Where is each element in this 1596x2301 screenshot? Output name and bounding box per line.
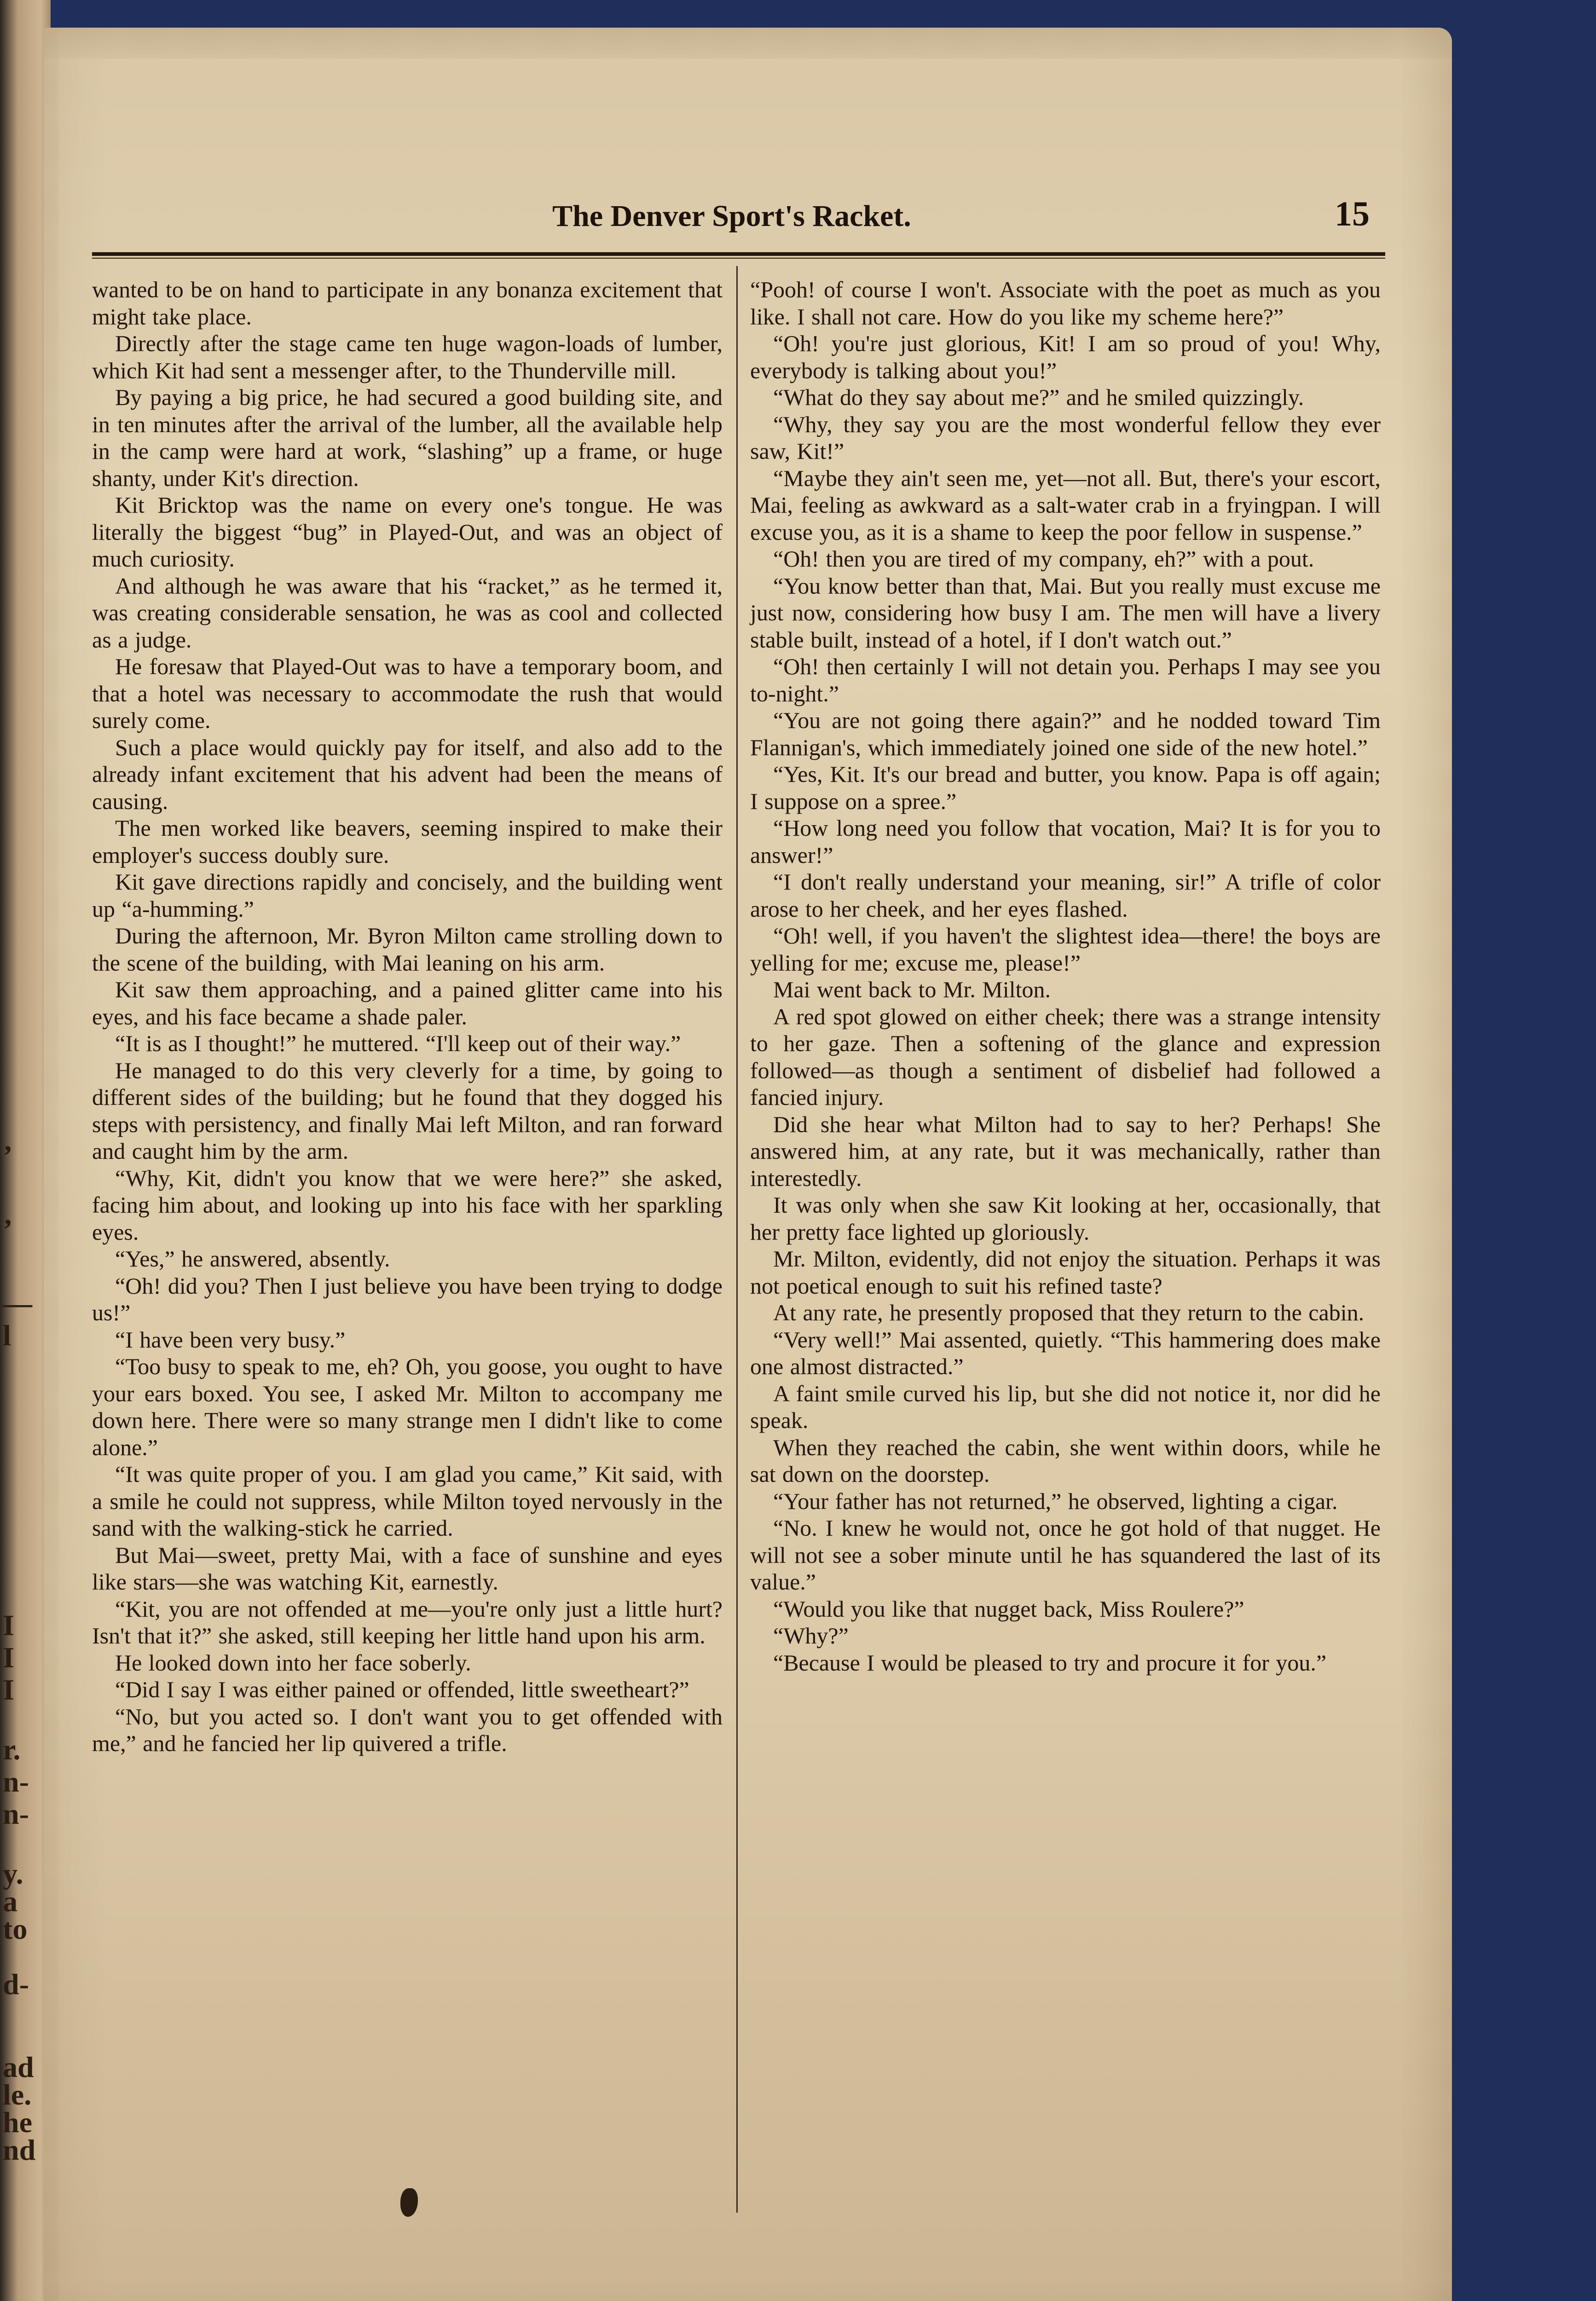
paragraph: “I don't really understand your meaning, sir!” A trifle of color arose to her cheek, and her eyes flashed. [750, 869, 1381, 922]
paragraph: “No. I knew he would not, once he got hold of that nugget. He will not see a sober minute until he has squandered the last of its value.” [750, 1515, 1381, 1595]
paragraph: “Oh! then you are tired of my company, eh?” with a pout. [773, 546, 1314, 572]
paragraph: He foresaw that Played-Out was to have a temporary boom, and that a hotel was necessary to accommodate the rush that would surely come. [92, 653, 723, 733]
header-rule-thin [92, 258, 1385, 259]
paragraph: When they reached the cabin, she went within doors, while he sat down on the doorstep. [750, 1434, 1381, 1487]
paragraph: During the afternoon, Mr. Byron Milton came strolling down to the scene of the building, with Mai leaning on his arm. [92, 923, 723, 976]
paragraph: “Oh! then certainly I will not detain you. Perhaps I may see you to-night.” [750, 653, 1381, 706]
text-column-right [750, 276, 1381, 1676]
paragraph: “Why, Kit, didn't you know that we were here?” she asked, facing him about, and looking up into his face with her sparkling eyes. [92, 1165, 723, 1245]
paragraph: A red spot glowed on either cheek; there was a strange intensity to her gaze. Then a softening of the glance and expression followed—as though a sentiment of disbelief had followed a fancied injury. [750, 1003, 1381, 1110]
left-page-fragment: nd [3, 2133, 36, 2166]
left-page-fragment: y. [3, 1857, 23, 1890]
running-header: The Denver Sport's Racket. [552, 199, 911, 233]
left-page-fragment: l [3, 1319, 11, 1352]
paragraph: Kit saw them approaching, and a pained glitter came into his eyes, and his face became a shade paler. [92, 977, 723, 1029]
paragraph: “I have been very busy.” [115, 1326, 346, 1353]
paragraph: “It is as I thought!” he muttered. “I'll keep out of their way.” [115, 1030, 681, 1056]
paragraph: “You know better than that, Mai. But you really must excuse me just now, considering how busy I am. The men will have a livery stable built, instead of a hotel, if I don't watch out.” [750, 572, 1381, 653]
left-page-fragment: I [3, 1673, 14, 1706]
paragraph: “Why, they say you are the most wonderful fellow they ever saw, Kit!” [750, 411, 1381, 464]
paragraph: Kit Bricktop was the name on every one's tongue. He was literally the biggest “bug” in Played-Out, and was an object of much curiosity. [92, 492, 723, 572]
paragraph: wanted to be on hand to participate in any bonanza excitement that might take place. [92, 277, 723, 330]
left-page-fragment: to [3, 1913, 28, 1945]
paragraph: Mai went back to Mr. Milton. [773, 977, 1051, 1002]
paragraph: “Too busy to speak to me, eh? Oh, you goose, you ought to have your ears boxed. You see, I asked Mr. Milton to accompany me down here. There were so many strange men I didn't like to come alone.” [92, 1353, 723, 1460]
page-number: 15 [1335, 195, 1370, 233]
paragraph: “Why?” [773, 1623, 849, 1648]
paragraph: A faint smile curved his lip, but she did not notice it, nor did he speak. [750, 1380, 1381, 1433]
paragraph: “You are not going there again?” and he nodded toward Tim Flannigan's, which immediately joined one side of the new hotel.” [750, 707, 1381, 760]
paragraph: It was only when she saw Kit looking at her, occasionally, that her pretty face lighted up gloriously. [750, 1192, 1381, 1245]
paragraph: “Yes, Kit. It's our bread and butter, you know. Papa is off again; I suppose on a spree.” [750, 761, 1381, 814]
paragraph: “Very well!” Mai assented, quietly. “This hammering does make one almost distracted.” [750, 1326, 1381, 1379]
paragraph: Did she hear what Milton had to say to her? Perhaps! She answered him, at any rate, but it was mechanically, rather than interestedly. [750, 1111, 1381, 1191]
paragraph: “No, but you acted so. I don't want you to get offended with me,” and he fancied her lip quivered a trifle. [92, 1703, 723, 1756]
paragraph: “Oh! well, if you haven't the slightest idea—there! the boys are yelling for me; excuse me, please!” [750, 923, 1381, 976]
paragraph: “Your father has not returned,” he observed, lighting a cigar. [773, 1488, 1338, 1514]
left-page-fragment: le. [3, 2078, 32, 2111]
paragraph: He looked down into her face soberly. [115, 1649, 471, 1676]
left-page-fragment: he [3, 2106, 32, 2139]
left-page-fragment: r. [3, 1733, 21, 1766]
paragraph: “It was quite proper of you. I am glad you came,” Kit said, with a smile he could not suppress, while Milton toyed nervously in the sand with the walking-stick he carried. [92, 1461, 723, 1541]
left-page-fragment: — [3, 1287, 32, 1319]
left-page-fragment: a [3, 1885, 17, 1918]
paragraph: And although he was aware that his “racket,” as he termed it, was creating considerable sensation, he was as cool and collected as a judge. [92, 572, 723, 653]
left-page-fragment: I [3, 1609, 14, 1642]
paragraph: “Because I would be pleased to try and procure it for you.” [773, 1649, 1327, 1676]
paragraph: Directly after the stage came ten huge wagon-loads of lumber, which Kit had sent a messenger after, to the Thunderville mill. [92, 330, 723, 383]
paragraph: Kit gave directions rapidly and concisely, and the building went up “a-humming.” [92, 869, 723, 922]
paragraph: But Mai—sweet, pretty Mai, with a face of sunshine and eyes like stars—she was watching Kit, earnestly. [92, 1542, 723, 1595]
paragraph: “Pooh! of course I won't. Associate with the poet as much as you like. I shall not care. How do you like my scheme here?” [750, 277, 1381, 330]
left-page-fragment: ad [3, 2051, 34, 2083]
paragraph: “Maybe they ain't seen me, yet—not all. But, there's your escort, Mai, feeling as awkward as a salt-water crab in a fryingpan. I will excuse you, as it is a shame to keep the poor fellow in suspense.” [750, 465, 1381, 545]
paragraph: “Would you like that nugget back, Miss Roulere?” [773, 1596, 1244, 1622]
paragraph: “Yes,” he answered, absently. [115, 1246, 390, 1272]
paragraph: “What do they say about me?” and he smiled quizzingly. [773, 384, 1304, 410]
left-page-fragment: n- [3, 1798, 29, 1830]
left-page-fragment: ’ [3, 1213, 13, 1246]
paragraph: He managed to do this very cleverly for a time, by going to different sides of the building; but he found that they dogged his steps with persistency, and finally Mai left Milton, and ran forward and caught him by the arm. [92, 1057, 723, 1164]
adjacent-page-edge [0, 0, 51, 2301]
paragraph: By paying a big price, he had secured a good building site, and in ten minutes after the arrival of the lumber, all the available help in the camp were hard at work, “slashing” up a frame, or huge shanty, under Kit's direction. [92, 384, 723, 491]
text-column-left [92, 276, 723, 1757]
paragraph: Such a place would quickly pay for itself, and also add to the already infant excitement that his advent had been the means of causing. [92, 734, 723, 814]
paragraph: “Did I say I was either pained or offended, little sweetheart?” [115, 1677, 689, 1702]
left-page-fragment: I [3, 1641, 14, 1674]
header-rule [92, 252, 1385, 256]
paragraph: Mr. Milton, evidently, did not enjoy the situation. Perhaps it was not poetical enough to suit his refined taste? [750, 1246, 1381, 1299]
column-divider [736, 266, 738, 2213]
paragraph: At any rate, he presently proposed that they return to the cabin. [773, 1300, 1365, 1325]
left-page-fragment: ’ [3, 1139, 13, 1172]
paragraph: “Oh! did you? Then I just believe you have been trying to dodge us!” [92, 1272, 723, 1325]
paragraph: The men worked like beavers, seeming inspired to make their employer's success doubly sure. [92, 815, 723, 868]
paragraph: “Oh! you're just glorious, Kit! I am so proud of you! Why, everybody is talking about you!” [750, 330, 1381, 383]
left-page-fragment: d- [3, 1968, 29, 2000]
left-page-fragment: n- [3, 1765, 29, 1798]
paragraph: “Kit, you are not offended at me—you're only just a little hurt? Isn't that it?” she asked, still keeping her little hand upon his arm. [92, 1596, 723, 1648]
paragraph: “How long need you follow that vocation, Mai? It is for you to answer!” [750, 815, 1381, 868]
